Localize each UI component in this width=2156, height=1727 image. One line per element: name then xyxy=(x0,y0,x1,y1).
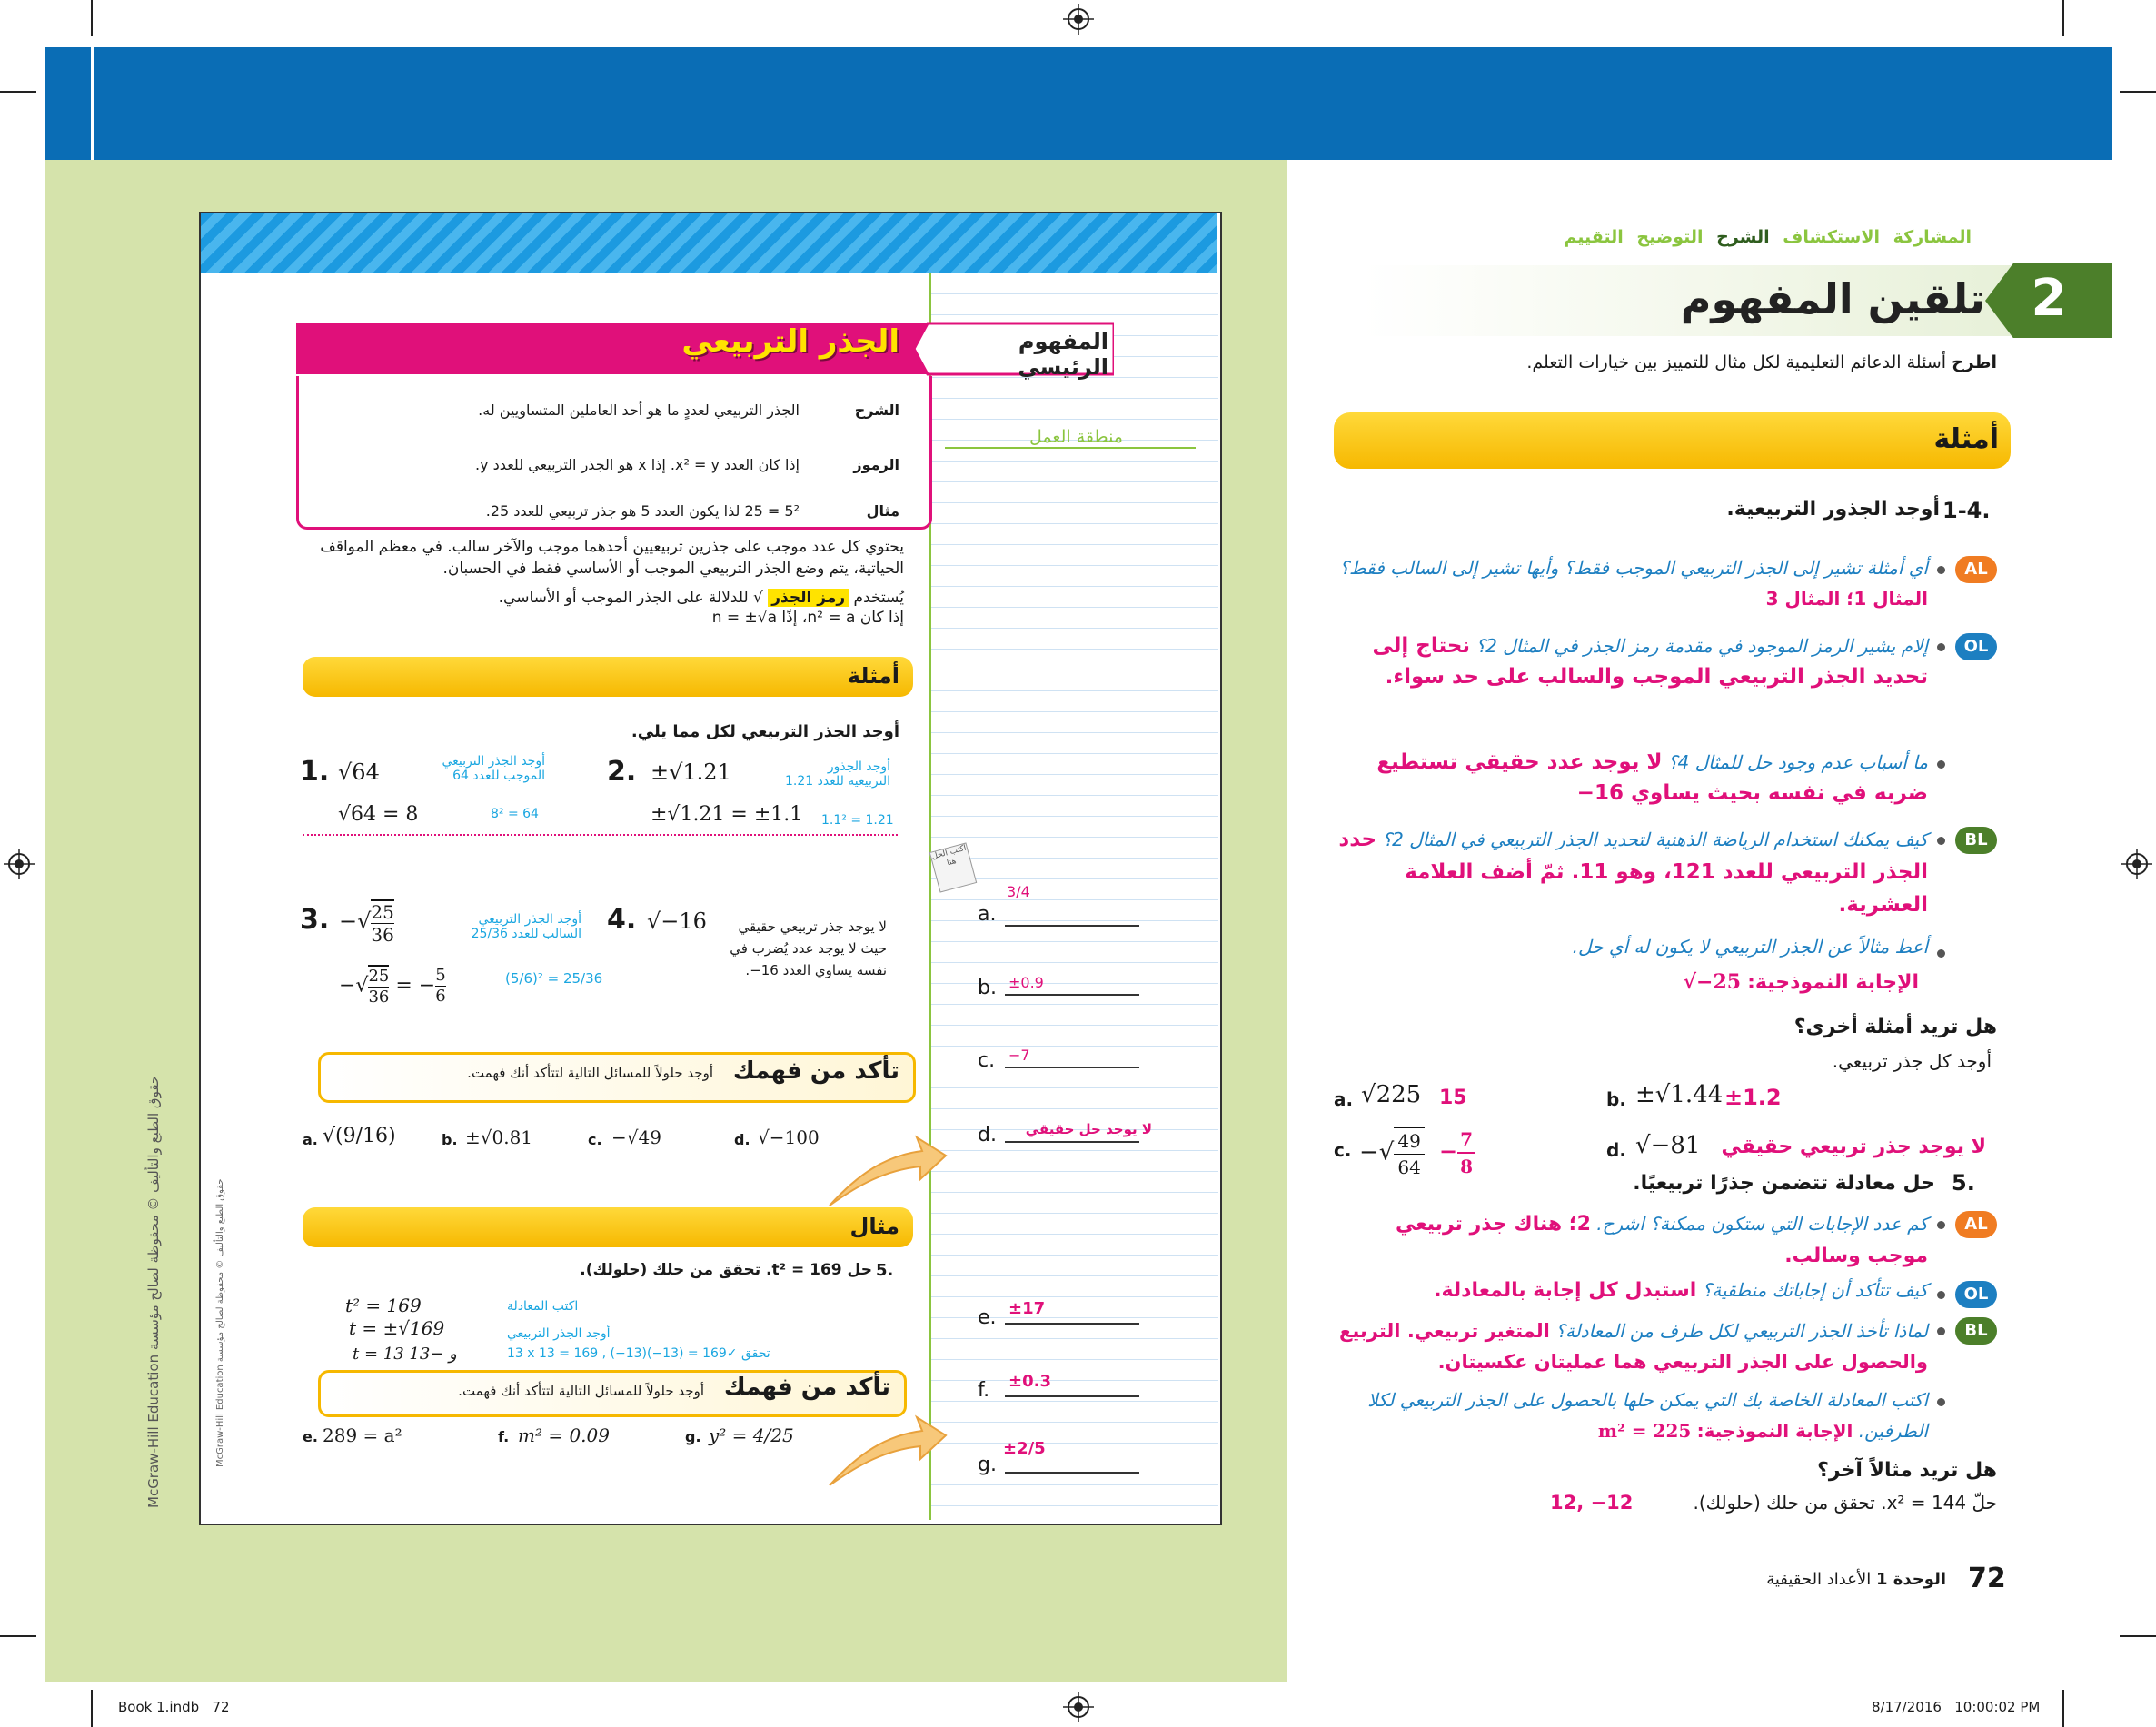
arrow-icon xyxy=(822,1119,949,1210)
example-1-number: 1. xyxy=(300,756,330,788)
examples-header-title: أمثلة xyxy=(1933,423,1999,455)
example-1-check: 8² = 64 xyxy=(491,807,539,821)
stage-explore: الاستكشاف xyxy=(1783,227,1880,247)
answer-f-value: ±0.3 xyxy=(1008,1372,1051,1391)
question-text: اكتب المعادلة الخاصة بك التي يمكن حلها بالحصول على الجذر التربيعي لكلا الطرفين. xyxy=(1367,1389,1928,1442)
concept-paragraph: يحتوي كل عدد موجب على جذرين تربيعيين أحدهما موجب والآخر سالب. في معظم المواقف الحياتية، يتم وضع الجذر التربيعي الموجب أو الأساسي فقط في الحسبان. xyxy=(320,538,904,578)
minus-sign: − xyxy=(1359,1138,1379,1166)
practice-b-label: b. xyxy=(442,1131,458,1148)
practice-e-expression: 289 = a² xyxy=(323,1424,402,1446)
key-concept-tab: المفهوم الرئيسي xyxy=(1018,329,1108,380)
answer-b-line xyxy=(1005,994,1139,996)
more-b-answer: ±1.2 xyxy=(1724,1085,1782,1110)
solution-check: 13 x 13 = 169 , (−13)(−13) = 169✓ تحقق xyxy=(507,1346,770,1361)
question-text: كيف تتأكد أن إجاباتك منطقية؟ xyxy=(1702,1279,1928,1301)
more-examples-title: هل تريد أمثلة أخرى؟ xyxy=(1793,1016,1997,1038)
more-a-expression: √225 xyxy=(1361,1081,1422,1108)
bl2-answer xyxy=(1545,970,1919,994)
fraction-numerator: 5 xyxy=(435,966,446,985)
ol-badge: OL xyxy=(1955,1281,1997,1308)
answer-f-line xyxy=(1005,1395,1139,1397)
stage-nav xyxy=(1526,227,1972,247)
practice-d-label: d. xyxy=(734,1131,750,1148)
model-answer-value: √−25 xyxy=(1683,970,1742,994)
practice-a-label: a. xyxy=(303,1131,318,1148)
practice-f-expression: m² = 0.09 xyxy=(518,1424,610,1446)
question-text: لماذا تأخذ الجذر التربيعي لكل طرف من المعادلة؟ xyxy=(1555,1320,1928,1342)
answer-c-value: −7 xyxy=(1008,1047,1030,1064)
solution-line-3: t = 13 و −13 xyxy=(353,1345,457,1364)
fraction-denominator: 64 xyxy=(1397,1156,1421,1178)
practice-g-expression: y² = 4/25 xyxy=(709,1424,794,1446)
example-2-expression: ±√1.21 xyxy=(651,759,731,785)
fraction-numerator: 25 xyxy=(368,967,390,986)
slug-datetime xyxy=(1872,1699,2040,1715)
answer-text: استبدل كل إجابة بالمعادلة. xyxy=(1434,1279,1697,1302)
model-answer-label: الإجابة النموذجية: xyxy=(1696,1420,1853,1442)
practice-g-label: g. xyxy=(685,1428,701,1445)
answer-e-line xyxy=(1005,1323,1139,1325)
definition-line: إذا كان n² = a، إذًا n = ±√a xyxy=(711,609,904,627)
stage-evaluate: التقييم xyxy=(1564,227,1624,247)
answer-g-value: ±2/5 xyxy=(1003,1439,1046,1458)
solution-line-2: t = ±√169 xyxy=(349,1317,445,1339)
answer-text: لا يوجد عدد حقيقي تستطيع ضربه في نفسه بحيث يساوي 16− xyxy=(1376,750,1928,805)
example-2-check: 1.1² = 1.21 xyxy=(821,813,894,828)
bullet xyxy=(1937,1327,1945,1335)
answer-g-line xyxy=(1005,1472,1139,1474)
ex5-bl-question xyxy=(1336,1315,1928,1377)
crop-mark xyxy=(0,1635,36,1637)
answer-f-label: f. xyxy=(978,1379,990,1402)
bl2-question: أعط مثالاً عن الجذر التربيعي لا يكون له أي حل. xyxy=(1572,936,1928,958)
slug-date: 8/17/2016 xyxy=(1872,1699,1942,1715)
answer-text: المتغير تربيعي. التربيع والحصول على الجذر التربيعي هما عمليتان عكسيتان. xyxy=(1338,1320,1928,1373)
question-text: إلام يشير الرمز الموجود في مقدمة رمز الجذر في المثال 2؟ xyxy=(1475,635,1928,657)
fraction-denominator: 6 xyxy=(435,987,446,1006)
more-d-expression: √−81 xyxy=(1635,1132,1701,1159)
slug-filename: Book 1.indb xyxy=(118,1699,200,1715)
answer-d-value: لا يوجد حل حقيقي xyxy=(1025,1121,1152,1137)
model-answer-value: m² = 225 xyxy=(1597,1420,1692,1442)
intro-body: أسئلة الدعائم التعليمية لكل مثال للتمييز بين خيارات التعلم. xyxy=(1526,352,1947,372)
practice-c-label: c. xyxy=(588,1131,602,1148)
row-label: الرموز xyxy=(853,456,899,473)
example-1-result: √64 = 8 xyxy=(338,803,419,826)
practice-d-expression: √−100 xyxy=(758,1127,820,1148)
example-1-expression: √64 xyxy=(338,759,380,785)
row-text: إذا كان العدد x² = y. إذا x هو الجذر التربيعي للعدد y. xyxy=(475,456,800,473)
example-1-note: أوجد الجذر التربيعي الموجب للعدد 64 xyxy=(442,754,545,783)
question-text: أي أمثلة تشير إلى الجذر التربيعي الموجب فقط؟ وأيها تشير إلى السالب فقط؟ xyxy=(1339,557,1928,579)
bl-question xyxy=(1336,823,1928,921)
key-concept-title: الجذر التربيعي xyxy=(681,323,899,360)
registration-mark-icon xyxy=(1063,1692,1094,1722)
crop-mark xyxy=(2120,1635,2156,1637)
crop-mark xyxy=(0,91,36,93)
registration-mark-icon xyxy=(4,849,35,879)
row-label: الشرح xyxy=(854,402,899,419)
row-text: 5² = 25 لذا يكون العدد 5 هو جذر تربيعي للعدد 25. xyxy=(485,502,800,520)
check-understanding-title: تأكد من فهمك xyxy=(732,1057,899,1085)
bullet xyxy=(1937,643,1945,651)
example-3-result: −√ $\frac{25}{36}$ = − $\frac{5}{6}$ xyxy=(339,966,446,1007)
practice-b-expression: ±√0.81 xyxy=(465,1127,533,1148)
al-badge: AL xyxy=(1955,1211,1997,1238)
copyright-text: McGraw-Hill Education حقوق الطبع والتأليف © محفوظة لصالح مؤسسة xyxy=(145,1075,162,1508)
crop-mark xyxy=(91,0,93,36)
answer-e-value: ±17 xyxy=(1008,1299,1046,1318)
bullet xyxy=(1937,1291,1945,1299)
question-text: كم عدد الإجابات التي ستكون ممكنة؟ اشرح. xyxy=(1596,1213,1928,1235)
fraction-numerator: 25 xyxy=(371,901,394,923)
crop-mark xyxy=(91,1690,93,1727)
section-title: تلقين المفهوم xyxy=(1680,274,1985,323)
example-2-number: 2. xyxy=(607,756,637,788)
ol-question xyxy=(1336,630,1928,692)
practice-a-expression: √(9/16) xyxy=(323,1125,396,1147)
example-4-note: لا يوجد جذر تربيعي حقيقي حيث لا يوجد عدد يُضرب في نفسه يساوي العدد 16−. xyxy=(730,918,887,978)
example-2-result: ±√1.21 = ±1.1 xyxy=(651,803,803,826)
ex14-number: 1-4. xyxy=(1942,498,1991,523)
slug-time: 10:00:02 PM xyxy=(1954,1699,2041,1715)
answer-b-value: ±0.9 xyxy=(1008,974,1044,991)
ol2-question xyxy=(1336,747,1928,809)
answer-c-label: c. xyxy=(978,1049,996,1072)
example-3-expression: −√ $\frac{25}{36}$ xyxy=(339,901,394,946)
stage-elaborate: التوضيح xyxy=(1636,227,1704,247)
find-each-instruction: أوجد الجذر التربيعي لكل مما يلي. xyxy=(631,722,899,741)
work-zone-label: منطقة العمل xyxy=(1029,427,1123,447)
bullet xyxy=(1937,949,1945,958)
example-5-number: 5. xyxy=(876,1261,894,1280)
check-understanding-title: تأكد من فهمك xyxy=(723,1374,890,1401)
examples-title: أمثلة xyxy=(847,663,899,689)
ex5-bl2-question xyxy=(1336,1385,1928,1446)
minus-sign: − xyxy=(1439,1137,1458,1165)
ex5-number: 5. xyxy=(1952,1170,1975,1196)
crop-mark xyxy=(2120,91,2156,93)
check-understanding-text: أوجد حلولاً للمسائل التالية لتتأكد أنك فهمت. xyxy=(467,1065,713,1081)
solution-line-1: t² = 169 xyxy=(345,1295,422,1316)
stage-engage: المشاركة xyxy=(1893,227,1972,247)
solution-note-1: اكتب المعادلة xyxy=(507,1299,579,1314)
answer-a-label: a. xyxy=(978,903,997,926)
fraction-numerator: 49 xyxy=(1394,1128,1424,1155)
practice-e-label: e. xyxy=(303,1428,318,1445)
example-3-note: أوجد الجذر التربيعي السالب للعدد 25/36 xyxy=(471,912,581,941)
crop-mark xyxy=(2062,0,2064,36)
more-a-answer: 15 xyxy=(1439,1087,1467,1109)
bullet xyxy=(1937,837,1945,845)
copyright-inner: McGraw-Hill Education حقوق الطبع والتأليف © محفوظة لصالح مؤسسة xyxy=(215,1178,225,1467)
check-understanding-text: أوجد حلولاً للمسائل التالية لتتأكد أنك فهمت. xyxy=(458,1383,704,1399)
ex5-ol-question xyxy=(1336,1279,1928,1302)
section-number: 2 xyxy=(2031,269,2067,328)
bullet xyxy=(1937,1221,1945,1229)
more-example-text: حلّ 144 = x². تحقق من حلك (حلولك). xyxy=(1693,1492,1997,1514)
ex14-title: أوجد الجذور التربيعية. xyxy=(1726,498,1940,521)
bl-badge: BL xyxy=(1955,1317,1997,1345)
answer-text: حدد الجذر التربيعي للعدد 121، وهو 11. ثمّ أضف العلامة العشرية. xyxy=(1338,828,1928,917)
answer-text: 2؛ هناك جذر تربيعي موجب وسالب. xyxy=(1396,1213,1928,1267)
radical-text-post: √ للدلالة على الجذر الموجب أو الأساسي. xyxy=(498,589,763,607)
bullet xyxy=(1937,760,1945,769)
answer-c-line xyxy=(1005,1067,1139,1068)
unit-title: الأعداد الحقيقية xyxy=(1766,1570,1872,1589)
answer-a-line xyxy=(1005,925,1139,927)
row-label: مثال xyxy=(866,502,899,520)
al-badge: AL xyxy=(1955,556,1997,583)
more-a-label: a. xyxy=(1334,1088,1354,1110)
student-page-stripe xyxy=(201,213,1217,273)
page-number: 72 xyxy=(1968,1563,2006,1594)
question-text: كيف يمكنك استخدام الرياضة الذهنية لتحديد الجذر التربيعي في المثال 2؟ xyxy=(1382,829,1928,850)
answer-text: نحتاج إلى تحديد الجذر التربيعي الموجب والسالب على حد سواء. xyxy=(1372,634,1928,689)
fraction-numerator: 7 xyxy=(1457,1127,1475,1154)
al-question xyxy=(1336,552,1928,614)
answer-a-value: 3/4 xyxy=(1007,883,1030,900)
practice-c-expression: −√49 xyxy=(611,1127,661,1148)
answer-d-line xyxy=(1005,1141,1139,1143)
intro-text xyxy=(1390,352,1997,372)
radical-sign-paragraph xyxy=(313,587,904,609)
notes-column xyxy=(929,273,1218,1520)
ex5-al-question xyxy=(1336,1208,1928,1272)
example-divider xyxy=(303,834,898,836)
bullet xyxy=(1937,566,1945,574)
work-zone-rule xyxy=(945,447,1196,449)
slug-page: 72 xyxy=(212,1699,230,1715)
fraction-denominator: 36 xyxy=(371,924,394,946)
example-3-number: 3. xyxy=(300,904,330,936)
intro-lead: اطرح xyxy=(1952,352,1997,372)
model-answer-label: الإجابة النموذجية: xyxy=(1747,971,1919,994)
registration-mark-icon xyxy=(1063,4,1094,35)
ol-badge: OL xyxy=(1955,633,1997,660)
example-3-check: (5/6)² = 25/36 xyxy=(505,970,603,987)
unit-footer xyxy=(1708,1570,1946,1589)
example-2-note: أوجد الجذور التربيعية للعدد 1.21 xyxy=(784,759,890,789)
example-title: مثال xyxy=(849,1214,899,1239)
solution-note-2: أوجد الجذر التربيعي xyxy=(507,1326,611,1341)
bl-badge: BL xyxy=(1955,827,1997,854)
more-example-answer: 12, −12 xyxy=(1550,1492,1634,1514)
fraction-denominator: 8 xyxy=(1460,1156,1474,1177)
answer-text: المثال 1؛ المثال 3 xyxy=(1765,588,1928,610)
example-4-expression: √−16 xyxy=(647,908,707,934)
answer-e-label: e. xyxy=(978,1306,997,1329)
answer-d-label: d. xyxy=(978,1124,997,1146)
slug-file xyxy=(118,1699,230,1715)
more-b-label: b. xyxy=(1606,1088,1626,1110)
more-c-answer xyxy=(1439,1127,1475,1179)
answer-g-label: g. xyxy=(978,1454,997,1476)
example-4-number: 4. xyxy=(607,904,637,936)
fraction-denominator: 36 xyxy=(368,988,390,1007)
radical-term-highlight: رمز الجذر xyxy=(768,589,849,607)
more-c-label: c. xyxy=(1334,1139,1352,1161)
more-d-answer: لا يوجد جذر تربيعي حقيقي xyxy=(1721,1136,1986,1158)
answer-b-label: b. xyxy=(978,977,997,999)
registration-mark-icon xyxy=(2121,849,2152,879)
write-here-icon: اكتب الحل هنا xyxy=(929,842,977,892)
row-text: الجذر التربيعي لعددٍ ما هو أحد العاملين المتساويين له. xyxy=(478,402,800,419)
question-text: ما أسباب عدم وجود حل للمثال 4؟ xyxy=(1667,751,1928,773)
header-band xyxy=(45,47,2112,160)
practice-f-label: f. xyxy=(498,1428,510,1445)
more-d-label: d. xyxy=(1606,1139,1626,1161)
radical-text-pre: يُستخدم xyxy=(853,589,904,607)
ex5-title: حل معادلة تتضمن جذرًا تربيعيًا. xyxy=(1633,1172,1935,1195)
more-examples-sub: أوجد كل جذر تربيعي. xyxy=(1832,1050,1992,1072)
bullet xyxy=(1937,1398,1945,1406)
example-5-title: حل t² = 169. تحقق من حلك (حلولك). xyxy=(580,1261,872,1279)
more-b-expression: ±√1.44 xyxy=(1635,1081,1724,1108)
more-example-title: هل تريد مثالاً آخر؟ xyxy=(1817,1459,1997,1482)
unit-label: الوحدة 1 xyxy=(1875,1570,1946,1589)
more-c-expression: −√ $\frac{49}{64}$ xyxy=(1359,1127,1425,1180)
crop-mark xyxy=(2062,1690,2064,1727)
stage-explain: الشرح xyxy=(1716,227,1770,247)
